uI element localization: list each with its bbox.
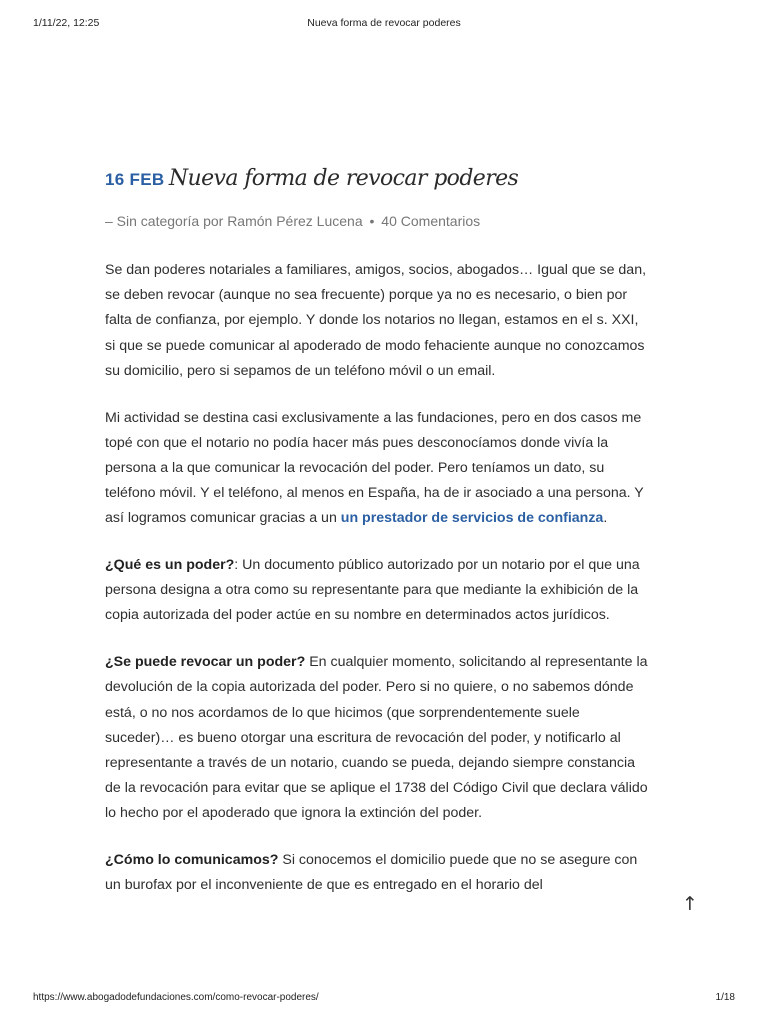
question-heading: ¿Se puede revocar un poder? bbox=[105, 654, 306, 671]
post-author-link[interactable]: Ramón Pérez Lucena bbox=[227, 213, 363, 229]
paragraph-end: . bbox=[603, 510, 608, 527]
article-paragraph bbox=[105, 553, 650, 629]
post-meta bbox=[105, 213, 480, 229]
paragraph-text: Si conocemos el domicilio puede que no se asegure con un burofax por el inconveniente de que es entregado en el horario del bbox=[105, 852, 638, 894]
article-paragraph bbox=[105, 650, 650, 826]
post-heading bbox=[105, 166, 665, 191]
article-paragraph bbox=[105, 406, 650, 532]
article-paragraph bbox=[105, 848, 650, 898]
arrow-up-icon[interactable]: ↑ bbox=[682, 893, 698, 915]
paragraph-text: Se dan poderes notariales a familiares, amigos, socios, abogados… Igual que se dan, se deben revocar (aunque no sea frecuente) porque ya no es necesario, o bien por falta de confianza, por ejemplo. Y donde los notarios no llegan, estamos en el s. XXI, si que se puede comunicar al apoderado de modo fehaciente aunque no conozcamos su domicilio, pero si sepamos de un teléfono móvil o un email. bbox=[105, 262, 647, 379]
print-document-title: Nueva forma de revocar poderes bbox=[307, 17, 461, 29]
article-paragraph bbox=[105, 258, 650, 384]
trust-service-provider-link[interactable]: un prestador de servicios de confianza bbox=[340, 510, 604, 527]
post-date: 16 FEB bbox=[105, 170, 165, 189]
print-page-number: 1/18 bbox=[715, 992, 735, 1003]
post-by-label: por bbox=[203, 213, 224, 229]
article-body bbox=[105, 258, 650, 992]
post-comments-link[interactable]: 40 Comentarios bbox=[381, 213, 481, 229]
print-url: https://www.abogadodefundaciones.com/como-revocar-poderes/ bbox=[33, 992, 319, 1003]
question-heading: ¿Qué es un poder? bbox=[105, 557, 235, 574]
meta-separator: • bbox=[369, 213, 375, 229]
print-datetime: 1/11/22, 12:25 bbox=[33, 17, 100, 29]
post-category-link[interactable]: – Sin categoría bbox=[105, 213, 200, 229]
paragraph-text: : Un documento público autorizado por un notario por el que una persona designa a otra como su representante para que mediante la exhibición de la copia autorizada del poder actúe en su nombre en determinados actos jurídicos. bbox=[105, 557, 640, 624]
question-heading: ¿Cómo lo comunicamos? bbox=[105, 852, 279, 869]
post-title: Nueva forma de revocar poderes bbox=[168, 166, 519, 191]
print-footer bbox=[0, 992, 768, 1006]
print-header bbox=[0, 17, 768, 33]
paragraph-text: Mi actividad se destina casi exclusivamente a las fundaciones, pero en dos casos me topé con que el notario no podía hacer más pues desconocíamos donde vivía la persona a la que comunicar la revocación del poder. Pero teníamos un dato, su teléfono móvil. Y el teléfono, al menos en España, ha de ir asociado a una persona. Y así logramos comunicar gracias a un bbox=[105, 409, 644, 527]
paragraph-text: En cualquier momento, solicitando al representante la devolución de la copia autorizada del poder. Pero si no quiere, o no sabemos dónde está, o no nos acordamos de lo que hicimos (que sorprendentemente suele suceder)… es bueno otorgar una escritura de revocación del poder, y notificarlo al representante a través de un notario, cuando se pueda, dejando siempre constancia de la revocación para evitar que se aplique el 1738 del Código Civil que declara válido lo hecho por el apoderado que ignora la extinción del poder. bbox=[105, 654, 648, 822]
